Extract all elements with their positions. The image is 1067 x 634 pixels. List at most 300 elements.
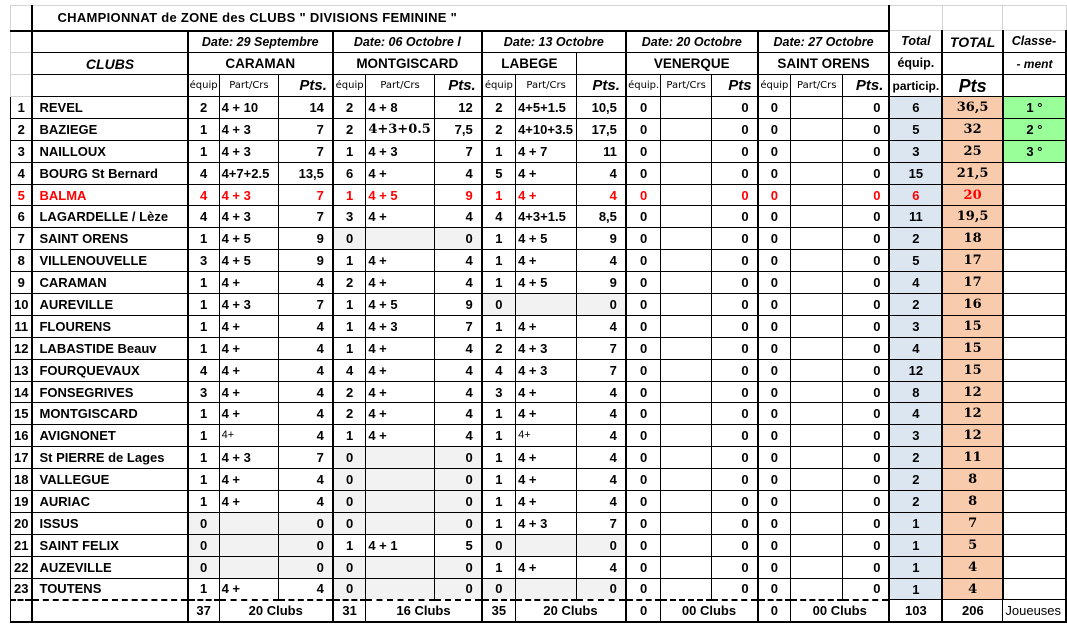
part-courses[interactable]: 4 +: [516, 469, 577, 491]
equip-count[interactable]: 0: [333, 578, 366, 600]
round-points[interactable]: 0: [711, 337, 757, 359]
part-courses[interactable]: [366, 578, 435, 600]
part-courses[interactable]: [661, 469, 712, 491]
equip-count[interactable]: 2: [482, 97, 516, 119]
round-points[interactable]: 0: [843, 97, 889, 119]
part-courses[interactable]: 4 +: [516, 315, 577, 337]
equip-count[interactable]: 1: [188, 272, 219, 294]
club-name[interactable]: FLOURENS: [32, 315, 187, 337]
part-courses[interactable]: 4 + 3: [219, 140, 279, 162]
rank-badge[interactable]: 3 °: [1003, 140, 1066, 162]
round-points[interactable]: 14: [279, 97, 333, 119]
part-courses[interactable]: [791, 250, 843, 272]
equip-count[interactable]: 3: [188, 250, 219, 272]
row-number[interactable]: 14: [11, 381, 33, 403]
round-points[interactable]: 0: [843, 272, 889, 294]
club-name[interactable]: CARAMAN: [32, 272, 187, 294]
equip-count[interactable]: 1: [188, 228, 219, 250]
total-points[interactable]: 12: [942, 425, 1003, 447]
round-points[interactable]: 0: [843, 140, 889, 162]
round-points[interactable]: 4: [577, 491, 626, 513]
round-points[interactable]: 9: [434, 184, 481, 206]
equip-count[interactable]: 1: [482, 512, 516, 534]
equip-count[interactable]: 0: [758, 337, 791, 359]
part-courses[interactable]: [661, 250, 712, 272]
round-points[interactable]: 0: [711, 118, 757, 140]
rank-badge[interactable]: 2 °: [1003, 118, 1066, 140]
part-courses[interactable]: 4 +: [516, 491, 577, 513]
total-points[interactable]: 36,5: [942, 97, 1003, 119]
part-courses[interactable]: [219, 534, 279, 556]
round-points[interactable]: 7: [577, 359, 626, 381]
round-points[interactable]: 5: [434, 534, 481, 556]
round-points[interactable]: 4: [279, 315, 333, 337]
part-courses[interactable]: 4 +: [516, 250, 577, 272]
rank-badge[interactable]: [1003, 228, 1066, 250]
part-courses[interactable]: [366, 228, 435, 250]
round-points[interactable]: 0: [434, 447, 481, 469]
round-points[interactable]: 0: [711, 381, 757, 403]
part-courses[interactable]: 4 + 3: [366, 315, 435, 337]
part-courses[interactable]: [791, 578, 843, 600]
part-courses[interactable]: 4 + 3: [366, 140, 435, 162]
equip-count[interactable]: 0: [626, 381, 661, 403]
rank-badge[interactable]: [1003, 272, 1066, 294]
part-courses[interactable]: 4 +: [366, 250, 435, 272]
total-equip[interactable]: 15: [889, 162, 942, 184]
rank-badge[interactable]: [1003, 425, 1066, 447]
total-points[interactable]: 18: [942, 228, 1003, 250]
equip-count[interactable]: 4: [188, 359, 219, 381]
total-equip[interactable]: 3: [889, 140, 942, 162]
part-courses[interactable]: [661, 447, 712, 469]
total-equip[interactable]: 11: [889, 206, 942, 228]
round-points[interactable]: 0: [577, 534, 626, 556]
equip-count[interactable]: 0: [758, 272, 791, 294]
round-points[interactable]: 0: [711, 534, 757, 556]
part-courses[interactable]: 4 + 8: [366, 97, 435, 119]
part-courses[interactable]: 4 +: [516, 381, 577, 403]
row-number[interactable]: 8: [11, 250, 33, 272]
equip-count[interactable]: 0: [758, 184, 791, 206]
part-courses[interactable]: [661, 359, 712, 381]
round-points[interactable]: 9: [434, 294, 481, 316]
cell[interactable]: [11, 6, 33, 31]
part-courses[interactable]: [791, 447, 843, 469]
part-courses[interactable]: [516, 578, 577, 600]
round-points[interactable]: 0: [843, 491, 889, 513]
equip-count[interactable]: 0: [626, 294, 661, 316]
part-courses[interactable]: 4+7+2.5: [219, 162, 279, 184]
round-points[interactable]: 0: [279, 512, 333, 534]
round-points[interactable]: 0: [843, 403, 889, 425]
total-equip[interactable]: 2: [889, 447, 942, 469]
part-courses[interactable]: 4 + 5: [366, 184, 435, 206]
round-points[interactable]: 0: [711, 447, 757, 469]
round-points[interactable]: 11: [577, 140, 626, 162]
part-courses[interactable]: 4 + 1: [366, 534, 435, 556]
equip-count[interactable]: 1: [188, 118, 219, 140]
part-courses[interactable]: [661, 534, 712, 556]
round-points[interactable]: 0: [711, 491, 757, 513]
equip-count[interactable]: 0: [758, 512, 791, 534]
round-points[interactable]: 13,5: [279, 162, 333, 184]
round-points[interactable]: 7,5: [434, 118, 481, 140]
round-points[interactable]: 0: [711, 184, 757, 206]
equip-count[interactable]: 2: [482, 118, 516, 140]
part-courses[interactable]: [219, 556, 279, 578]
round-points[interactable]: 0: [711, 315, 757, 337]
equip-count[interactable]: 0: [626, 140, 661, 162]
round-points[interactable]: 7: [279, 206, 333, 228]
row-number[interactable]: 22: [11, 556, 33, 578]
cell[interactable]: [1003, 75, 1066, 97]
round-points[interactable]: 4: [577, 250, 626, 272]
round-points[interactable]: 0: [843, 206, 889, 228]
round-points[interactable]: 0: [434, 491, 481, 513]
part-courses[interactable]: [791, 272, 843, 294]
equip-count[interactable]: 2: [188, 97, 219, 119]
equip-count[interactable]: 1: [188, 140, 219, 162]
club-name[interactable]: AVIGNONET: [32, 425, 187, 447]
part-courses[interactable]: 4 + 3: [516, 359, 577, 381]
club-name[interactable]: SAINT ORENS: [32, 228, 187, 250]
round-points[interactable]: 4: [577, 184, 626, 206]
round-points[interactable]: 0: [843, 534, 889, 556]
part-courses[interactable]: 4 + 3: [219, 184, 279, 206]
club-name[interactable]: BALMA: [32, 184, 187, 206]
part-courses[interactable]: 4 +: [516, 184, 577, 206]
round-points[interactable]: 4: [279, 337, 333, 359]
total-points[interactable]: 21,5: [942, 162, 1003, 184]
total-equip[interactable]: 1: [889, 578, 942, 600]
round-points[interactable]: 0: [843, 512, 889, 534]
round-points[interactable]: 9: [279, 228, 333, 250]
total-points[interactable]: 32: [942, 118, 1003, 140]
equip-count[interactable]: 0: [482, 578, 516, 600]
part-courses[interactable]: [791, 206, 843, 228]
equip-count[interactable]: 0: [333, 228, 366, 250]
equip-count[interactable]: 1: [188, 447, 219, 469]
part-courses[interactable]: 4 + 3: [516, 337, 577, 359]
round-points[interactable]: 0: [843, 556, 889, 578]
part-courses[interactable]: [661, 556, 712, 578]
row-number[interactable]: 19: [11, 491, 33, 513]
round-points[interactable]: 0: [711, 578, 757, 600]
equip-count[interactable]: 0: [626, 491, 661, 513]
round-points[interactable]: 9: [279, 250, 333, 272]
round-points[interactable]: 4: [577, 556, 626, 578]
part-courses[interactable]: 4 + 5: [219, 250, 279, 272]
part-courses[interactable]: [661, 184, 712, 206]
equip-count[interactable]: 3: [482, 381, 516, 403]
part-courses[interactable]: 4+3+1.5: [516, 206, 577, 228]
round-points[interactable]: 4: [279, 403, 333, 425]
equip-count[interactable]: 3: [188, 381, 219, 403]
equip-count[interactable]: 1: [333, 294, 366, 316]
equip-count[interactable]: 1: [482, 403, 516, 425]
part-courses[interactable]: [791, 534, 843, 556]
equip-count[interactable]: 0: [188, 556, 219, 578]
cell[interactable]: [11, 75, 33, 97]
rank-badge[interactable]: [1003, 534, 1066, 556]
equip-count[interactable]: 0: [758, 162, 791, 184]
part-courses[interactable]: [791, 512, 843, 534]
part-courses[interactable]: 4 + 3: [219, 118, 279, 140]
part-courses[interactable]: [791, 556, 843, 578]
round-points[interactable]: 0: [711, 228, 757, 250]
rank-badge[interactable]: 1 °: [1003, 97, 1066, 119]
round-points[interactable]: 0: [843, 578, 889, 600]
equip-count[interactable]: 1: [333, 184, 366, 206]
part-courses[interactable]: [661, 162, 712, 184]
total-equip[interactable]: 1: [889, 556, 942, 578]
part-courses[interactable]: 4+3+0.5: [366, 118, 435, 140]
part-courses[interactable]: [661, 140, 712, 162]
cell[interactable]: [577, 53, 626, 75]
round-points[interactable]: 0: [711, 272, 757, 294]
total-points[interactable]: 12: [942, 381, 1003, 403]
row-number[interactable]: 11: [11, 315, 33, 337]
club-name[interactable]: AUREVILLE: [32, 294, 187, 316]
part-courses[interactable]: [661, 381, 712, 403]
equip-count[interactable]: 0: [333, 469, 366, 491]
part-courses[interactable]: [366, 556, 435, 578]
club-name[interactable]: MONTGISCARD: [32, 403, 187, 425]
part-courses[interactable]: [791, 381, 843, 403]
part-courses[interactable]: 4 + 7: [516, 140, 577, 162]
equip-count[interactable]: 1: [188, 578, 219, 600]
equip-count[interactable]: 3: [333, 206, 366, 228]
round-points[interactable]: 0: [843, 447, 889, 469]
round-points[interactable]: 7: [279, 118, 333, 140]
equip-count[interactable]: 4: [188, 162, 219, 184]
total-points[interactable]: 20: [942, 184, 1003, 206]
total-equip[interactable]: 4: [889, 337, 942, 359]
equip-count[interactable]: 2: [333, 272, 366, 294]
round-points[interactable]: 7: [279, 140, 333, 162]
cell[interactable]: [11, 53, 33, 75]
total-points[interactable]: 25: [942, 140, 1003, 162]
part-courses[interactable]: 4+10+3.5: [516, 118, 577, 140]
round-points[interactable]: 4: [434, 359, 481, 381]
total-equip[interactable]: 2: [889, 228, 942, 250]
part-courses[interactable]: [366, 447, 435, 469]
round-points[interactable]: 4: [434, 381, 481, 403]
part-courses[interactable]: 4 +: [219, 359, 279, 381]
equip-count[interactable]: 0: [758, 206, 791, 228]
equip-count[interactable]: 2: [482, 337, 516, 359]
rank-badge[interactable]: [1003, 315, 1066, 337]
equip-count[interactable]: 0: [758, 491, 791, 513]
equip-count[interactable]: 4: [188, 184, 219, 206]
part-courses[interactable]: 4 +: [366, 206, 435, 228]
equip-count[interactable]: 1: [482, 140, 516, 162]
total-points[interactable]: 16: [942, 294, 1003, 316]
round-points[interactable]: 0: [434, 469, 481, 491]
club-name[interactable]: LABASTIDE Beauv: [32, 337, 187, 359]
cell[interactable]: [942, 6, 1003, 31]
equip-count[interactable]: 0: [626, 250, 661, 272]
round-points[interactable]: 0: [711, 556, 757, 578]
round-points[interactable]: 4: [434, 337, 481, 359]
round-points[interactable]: 0: [577, 294, 626, 316]
total-points[interactable]: 15: [942, 337, 1003, 359]
club-name[interactable]: REVEL: [32, 97, 187, 119]
row-number[interactable]: 18: [11, 469, 33, 491]
row-number[interactable]: 6: [11, 206, 33, 228]
club-name[interactable]: FOURQUEVAUX: [32, 359, 187, 381]
equip-count[interactable]: 0: [626, 447, 661, 469]
round-points[interactable]: 4: [279, 469, 333, 491]
equip-count[interactable]: 0: [333, 556, 366, 578]
equip-count[interactable]: 0: [758, 97, 791, 119]
cell[interactable]: [32, 31, 187, 53]
equip-count[interactable]: 1: [482, 228, 516, 250]
round-points[interactable]: 7: [434, 315, 481, 337]
equip-count[interactable]: 0: [758, 315, 791, 337]
round-points[interactable]: 0: [279, 534, 333, 556]
equip-count[interactable]: 2: [333, 403, 366, 425]
round-points[interactable]: 4: [279, 425, 333, 447]
equip-count[interactable]: 0: [758, 381, 791, 403]
total-equip[interactable]: 3: [889, 315, 942, 337]
rank-badge[interactable]: [1003, 556, 1066, 578]
round-points[interactable]: 4: [577, 315, 626, 337]
part-courses[interactable]: 4 +: [366, 359, 435, 381]
round-points[interactable]: 17,5: [577, 118, 626, 140]
part-courses[interactable]: [791, 315, 843, 337]
round-points[interactable]: 4: [279, 359, 333, 381]
part-courses[interactable]: [661, 512, 712, 534]
part-courses[interactable]: 4 +: [366, 425, 435, 447]
round-points[interactable]: 4: [577, 403, 626, 425]
part-courses[interactable]: [791, 491, 843, 513]
part-courses[interactable]: [661, 491, 712, 513]
cell[interactable]: [1003, 6, 1066, 31]
round-points[interactable]: 8,5: [577, 206, 626, 228]
total-equip[interactable]: 6: [889, 184, 942, 206]
equip-count[interactable]: 1: [482, 184, 516, 206]
round-points[interactable]: 4: [434, 162, 481, 184]
row-number[interactable]: 2: [11, 118, 33, 140]
total-equip[interactable]: 5: [889, 250, 942, 272]
round-points[interactable]: 7: [279, 294, 333, 316]
total-points[interactable]: 17: [942, 272, 1003, 294]
club-name[interactable]: SAINT FELIX: [32, 534, 187, 556]
part-courses[interactable]: 4 +: [516, 403, 577, 425]
round-points[interactable]: 0: [711, 403, 757, 425]
round-points[interactable]: 0: [711, 512, 757, 534]
part-courses[interactable]: 4 +: [366, 162, 435, 184]
equip-count[interactable]: 0: [758, 228, 791, 250]
round-points[interactable]: 7: [434, 140, 481, 162]
rank-badge[interactable]: [1003, 469, 1066, 491]
row-number[interactable]: 21: [11, 534, 33, 556]
total-equip[interactable]: 5: [889, 118, 942, 140]
round-points[interactable]: 7: [279, 184, 333, 206]
round-points[interactable]: 7: [577, 337, 626, 359]
equip-count[interactable]: 1: [333, 534, 366, 556]
round-points[interactable]: 0: [711, 140, 757, 162]
equip-count[interactable]: 0: [626, 97, 661, 119]
cell[interactable]: [942, 53, 1003, 75]
rank-badge[interactable]: [1003, 250, 1066, 272]
round-points[interactable]: 0: [577, 578, 626, 600]
round-points[interactable]: 0: [711, 162, 757, 184]
equip-count[interactable]: 0: [758, 359, 791, 381]
club-name[interactable]: BOURG St Bernard: [32, 162, 187, 184]
total-equip[interactable]: 2: [889, 294, 942, 316]
equip-count[interactable]: 1: [482, 315, 516, 337]
equip-count[interactable]: 1: [482, 491, 516, 513]
round-points[interactable]: 9: [577, 228, 626, 250]
club-name[interactable]: VILLENOUVELLE: [32, 250, 187, 272]
round-points[interactable]: 4: [577, 469, 626, 491]
total-equip[interactable]: 2: [889, 469, 942, 491]
total-equip[interactable]: 1: [889, 534, 942, 556]
equip-count[interactable]: 0: [626, 206, 661, 228]
row-number[interactable]: 4: [11, 162, 33, 184]
part-courses[interactable]: 4+5+1.5: [516, 97, 577, 119]
equip-count[interactable]: 1: [333, 315, 366, 337]
part-courses[interactable]: 4 +: [516, 447, 577, 469]
part-courses[interactable]: [661, 294, 712, 316]
round-points[interactable]: 0: [711, 294, 757, 316]
equip-count[interactable]: 1: [188, 425, 219, 447]
part-courses[interactable]: [661, 425, 712, 447]
part-courses[interactable]: 4 +: [366, 272, 435, 294]
part-courses[interactable]: [661, 337, 712, 359]
equip-count[interactable]: 0: [626, 315, 661, 337]
equip-count[interactable]: 0: [333, 491, 366, 513]
part-courses[interactable]: 4 + 5: [516, 272, 577, 294]
equip-count[interactable]: 1: [188, 315, 219, 337]
total-points[interactable]: 4: [942, 556, 1003, 578]
rank-badge[interactable]: [1003, 512, 1066, 534]
equip-count[interactable]: 0: [626, 469, 661, 491]
club-name[interactable]: LAGARDELLE / Lèze: [32, 206, 187, 228]
round-points[interactable]: 0: [843, 425, 889, 447]
round-points[interactable]: 0: [711, 250, 757, 272]
equip-count[interactable]: 0: [758, 294, 791, 316]
part-courses[interactable]: 4 +: [366, 337, 435, 359]
round-points[interactable]: 4: [434, 272, 481, 294]
part-courses[interactable]: 4 +: [219, 381, 279, 403]
club-name[interactable]: ISSUS: [32, 512, 187, 534]
equip-count[interactable]: 1: [333, 425, 366, 447]
cell[interactable]: [32, 75, 187, 97]
round-points[interactable]: 4: [577, 162, 626, 184]
row-number[interactable]: 23: [11, 578, 33, 600]
total-equip[interactable]: 1: [889, 512, 942, 534]
equip-count[interactable]: 0: [482, 294, 516, 316]
total-points[interactable]: 15: [942, 315, 1003, 337]
equip-count[interactable]: 0: [626, 184, 661, 206]
total-points[interactable]: 5: [942, 534, 1003, 556]
part-courses[interactable]: 4 +: [219, 469, 279, 491]
total-points[interactable]: 19,5: [942, 206, 1003, 228]
rank-badge[interactable]: [1003, 403, 1066, 425]
equip-count[interactable]: 1: [333, 140, 366, 162]
part-courses[interactable]: [661, 403, 712, 425]
row-number[interactable]: 17: [11, 447, 33, 469]
part-courses[interactable]: [516, 294, 577, 316]
round-points[interactable]: 0: [434, 556, 481, 578]
part-courses[interactable]: 4 + 5: [366, 294, 435, 316]
round-points[interactable]: 0: [279, 556, 333, 578]
part-courses[interactable]: [791, 97, 843, 119]
